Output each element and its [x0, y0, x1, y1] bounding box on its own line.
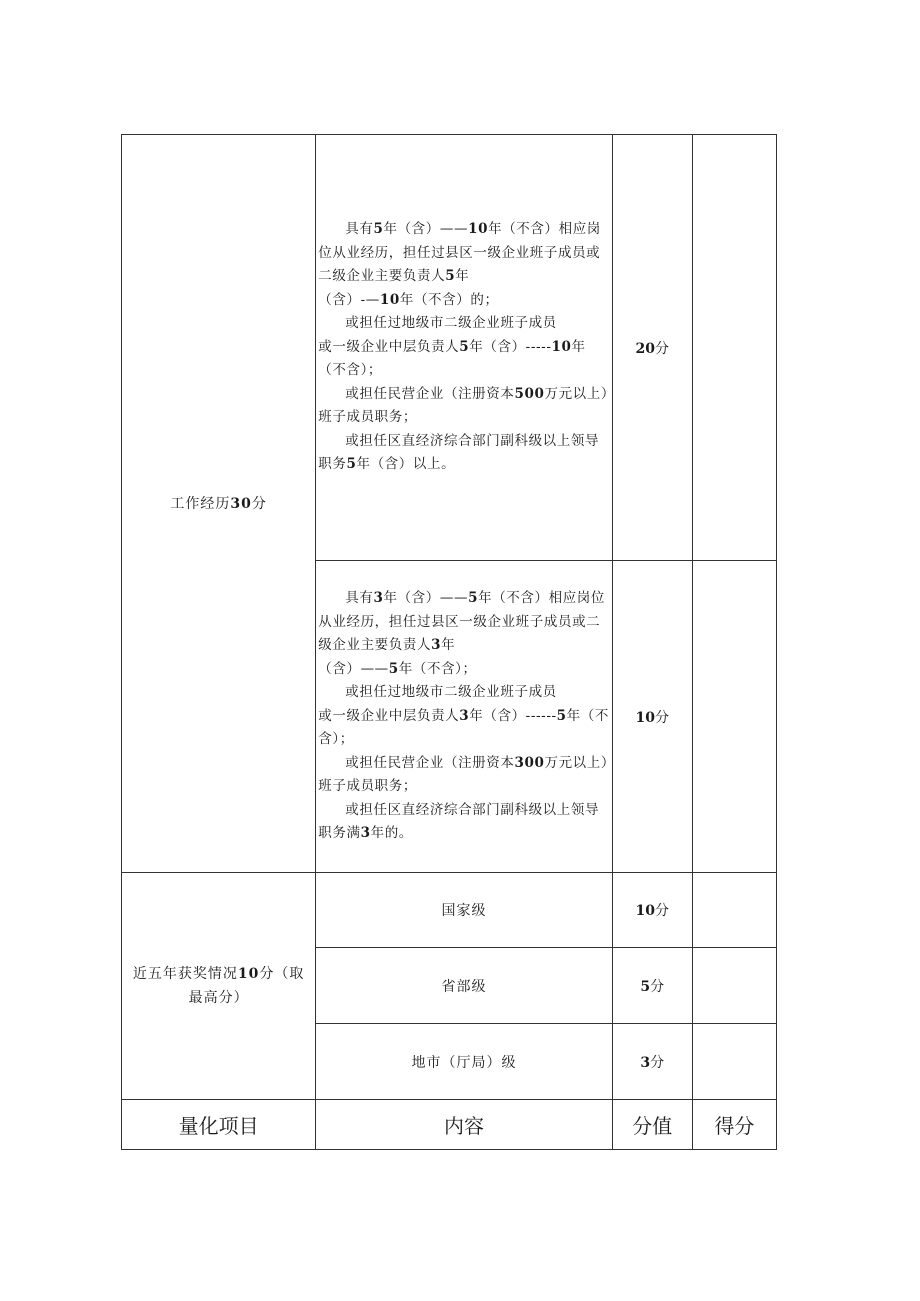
- header-row: [122, 1100, 777, 1150]
- award-national: 国家级: [316, 873, 612, 948]
- award-row-1: [122, 873, 777, 948]
- award-provincial: 省部级: [316, 948, 612, 1024]
- award-provincial-score: 5分: [612, 948, 692, 1024]
- tier-1-line: 或担任区直经济综合部门副科级以上领导职务5年（含）以上。: [318, 432, 600, 473]
- work-tier-2-score: 10分: [612, 561, 692, 873]
- tier-1-line: 或担任民营企业（注册资本500万元以上）班子成员职务；: [318, 385, 609, 426]
- award-municipal-score: 3分: [612, 1024, 692, 1100]
- award-label-text: 近五年获奖情况10分（取最高分）: [132, 966, 305, 1006]
- tier-2-line: 或担任民营企业（注册资本300万元以上）班子成员职务；: [318, 754, 609, 795]
- work-tier-row-1: [122, 135, 777, 561]
- award-national-got[interactable]: [692, 873, 776, 948]
- work-experience-label-text: 工作经历30分: [170, 495, 267, 512]
- award-provincial-got[interactable]: [692, 948, 776, 1024]
- award-municipal-got[interactable]: [692, 1024, 776, 1100]
- header-score: 分值: [612, 1100, 692, 1150]
- work-experience-label: [122, 135, 316, 873]
- work-tier-1-got[interactable]: [692, 135, 776, 561]
- award-label: [122, 873, 316, 1100]
- work-tier-1-score: 20分: [612, 135, 692, 561]
- header-got: 得分: [692, 1100, 776, 1150]
- scoring-table: [121, 134, 777, 1150]
- tier-1-line: （含）-—10年（不含）的；: [318, 291, 499, 308]
- tier-1-line: 或担任过地级市二级企业班子成员: [345, 315, 557, 332]
- work-tier-1-content: [316, 135, 612, 561]
- tier-2-line: （含）——5年（不含）；: [318, 660, 477, 677]
- header-item: 量化项目: [122, 1100, 316, 1150]
- tier-2-line: 或担任区直经济综合部门副科级以上领导职务满3年的。: [318, 801, 600, 842]
- work-tier-2-content: [316, 561, 612, 873]
- work-tier-2-got[interactable]: [692, 561, 776, 873]
- tier-1-line: 或一级企业中层负责人5年（含）-----10年（不含）；: [318, 338, 586, 379]
- tier-2-line: 或一级企业中层负责人3年（含）------5年（不含）；: [318, 707, 609, 748]
- work-tier-1-text: [316, 218, 611, 477]
- tier-2-line: 或担任过地级市二级企业班子成员: [345, 684, 557, 701]
- award-municipal: 地市（厅局）级: [316, 1024, 612, 1100]
- work-tier-2-text: [316, 587, 611, 846]
- award-national-score: 10分: [612, 873, 692, 948]
- tier-2-line: 具有3年（含）——5年（不含）相应岗位从业经历，担任过县区一级企业班子成员或二级企业主要负责人3年: [318, 590, 605, 654]
- header-content: 内容: [316, 1100, 612, 1150]
- tier-1-line: 具有5年（含）——10年（不含）相应岗位从业经历，担任过县区一级企业班子成员或二级企业主要负责人5年: [318, 221, 601, 285]
